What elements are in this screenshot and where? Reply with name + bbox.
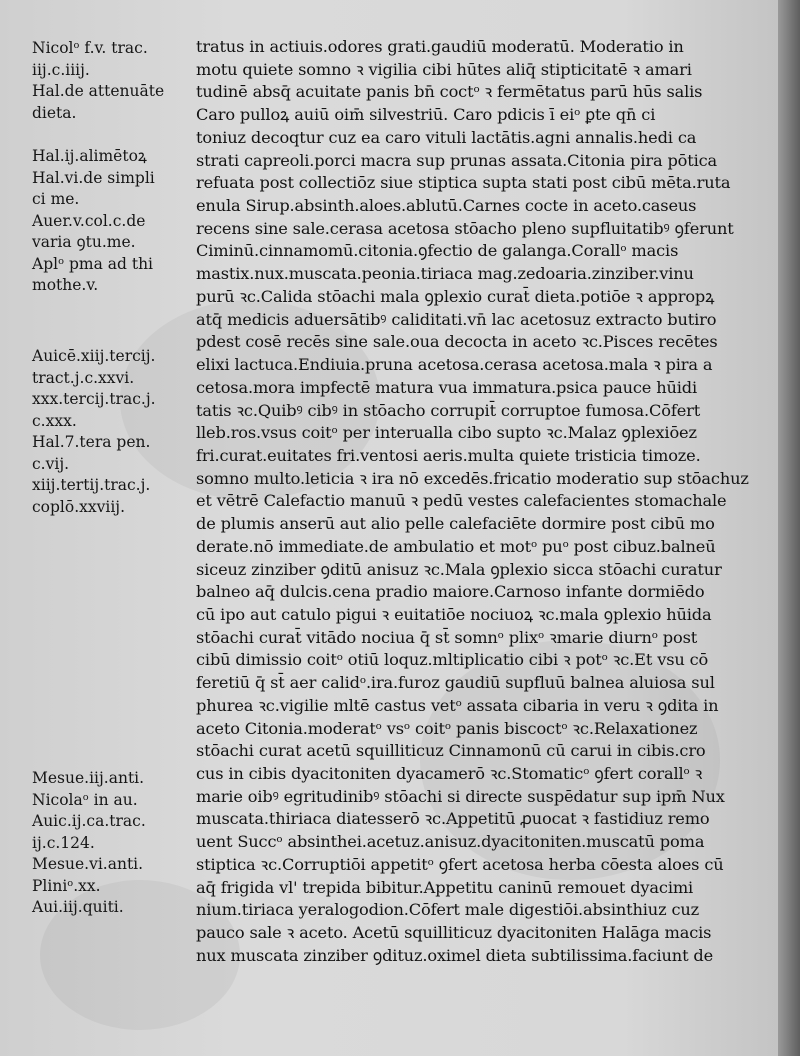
text-line: aceto Citonia.moderatᵒ vsᵒ coitᵒ panis biscoctᵒ ꝛc.Relaxationez <box>196 718 698 738</box>
text-line: motu quiete somno ꝛ vigilia cibi hūtes aliq̄ stipticitatē ꝛ amari <box>196 59 692 79</box>
text-line: uent Succᵒ absinthei.acetuz.anisuz.dyacitoniten.muscatū poma <box>196 832 705 852</box>
marginal-gloss-line: Hal.vi.de simpli <box>32 168 155 187</box>
text-line: toniuz decoqtur cuz ea caro vituli lactātis.agni annalis.hedi ca <box>196 127 697 147</box>
text-line: pdest cosē recēs sine sale.oua decocta in aceto ꝛc.Pisces recētes <box>196 332 718 352</box>
text-line: cū ipo aut catulo pigui ꝛ euitatiōe nociuoꝝ ꝛc.mala ꝯplexio hūida <box>196 604 712 624</box>
text-line: phurea ꝛc.vigilie mltē castus vetᵒ assata cibaria in veru ꝛ ꝯdita in <box>196 695 719 715</box>
text-line: muscata.thiriaca diatesserō ꝛc.Appetitū ꝓuocat ꝛ fastidiuz remo <box>196 809 710 829</box>
marginal-gloss-line: Nicolaᵒ in au. <box>32 790 138 809</box>
text-line: derate.nō immediate.de ambulatio et motᵒ puᵒ post cibuz.balneū <box>196 536 716 556</box>
marginal-gloss-line: mothe.v. <box>32 276 99 294</box>
page-edge <box>778 0 800 1056</box>
text-line: enula Sirup.absinth.aloes.ablutū.Carnes cocte in aceto.caseus <box>196 196 697 216</box>
marginal-gloss-line: Hal.ij.alimētoꝝ <box>32 147 147 165</box>
marginal-gloss-line: Pliniᵒ.xx. <box>32 876 101 895</box>
marginal-gloss-line: Hal.de attenuāte <box>32 82 165 100</box>
marginal-gloss-line: tract.j.c.xxvi. <box>32 368 135 387</box>
marginal-gloss-line: coplō.xxviij. <box>32 497 126 516</box>
text-line: tatis ꝛc.Quibꝰ cibꝰ in stōacho corrupit̄ corruptoe fumosa.Cōfert <box>196 400 701 420</box>
text-line: stōachi curat̄ vitādo nociua q̄ st̄ somnᵒ plixᵒ ꝛmarie diurnᵒ post <box>196 627 698 647</box>
text-line: cetosa.mora impfectē matura vua immatura.psica pauce hūidi <box>196 377 698 397</box>
marginal-gloss-line: c.vij. <box>32 454 70 473</box>
marginal-glosses <box>0 0 200 1056</box>
marginal-gloss-line: iij.c.iiij. <box>32 60 90 79</box>
text-line: cibū dimissio coitᵒ otiū loquz.mltiplicatio cibi ꝛ potᵒ ꝛc.Et vsu cō <box>196 650 709 670</box>
text-line: tudinē absq̄ acuitate panis bn̄ coctᵒ ꝛ fermētatus parū hūs salis <box>196 82 703 102</box>
marginal-gloss-line: Aplᵒ pma ad thi <box>32 254 154 273</box>
text-line: lleb.ros.vsus coitᵒ per interualla cibo supto ꝛc.Malaz ꝯplexiōez <box>196 423 697 443</box>
marginal-gloss-line: xiij.tertij.trac.j. <box>32 476 151 494</box>
text-line: aq̄ frigida vl' trepida bibitur.Appetitu caninū remouet dyacimi <box>196 877 694 897</box>
text-line: cus in cibis dyacitoniten dyacamerō ꝛc.Stomaticᵒ ꝯfert corallᵒ ꝛ <box>196 764 703 783</box>
text-line: stiptica ꝛc.Corruptiōi appetitᵒ ꝯfert acetosa herba cōesta aloes cū <box>196 854 724 874</box>
marginal-gloss-line: ij.c.124. <box>32 833 95 852</box>
marginal-gloss-line: Auic.ij.ca.trac. <box>32 812 146 830</box>
text-line: feretiū q̄ st̄ aer calidᵒ.ira.furoz gaudiū supfluū balnea aluiosa sul <box>196 673 715 693</box>
marginal-gloss-line: c.xxx. <box>32 411 77 430</box>
text-line: nium.tiriaca yeralogodion.Cōfert male digestiōi.absinthiuz cuz <box>196 900 700 920</box>
marginal-gloss-line: Mesue.iij.anti. <box>32 769 145 787</box>
text-line: mastix.nux.muscata.peonia.tiriaca mag.zedoaria.zinziber.vinu <box>196 264 694 284</box>
text-line: Caro pulloꝝ auiū oim̄ silvestriū. Caro pdicis ī eiᵒ ꝑte qn̄ ci <box>196 105 656 125</box>
text-line: balneo aq̄ dulcis.cena pradio maiore.Carnoso infante dormiēdo <box>196 582 705 602</box>
text-line: Ciminū.cinnamomū.citonia.ꝯfectio de galanga.Corallᵒ macis <box>196 241 679 261</box>
marginal-gloss-line: Aui.iij.quiti. <box>32 898 124 916</box>
text-line: fri.curat.euitates fri.ventosi aeris.multa quiete tristicia timoze. <box>196 445 701 465</box>
marginal-gloss-line: Auer.v.col.c.de <box>32 211 146 230</box>
text-line: purū ꝛc.Calida stōachi mala ꝯplexio curat̄ dieta.potiōe ꝛ appropꝝ <box>196 286 715 306</box>
text-line: nux muscata zinziber ꝯdituz.oximel dieta subtilissima.faciunt de <box>196 945 714 965</box>
text-line: elixi lactuca.Endiuia.pruna acetosa.cerasa acetosa.mala ꝛ pira a <box>196 355 713 375</box>
text-line: somno multo.leticia ꝛ ira nō excedēs.fricatio moderatio sup stōachuz <box>196 468 749 488</box>
text-line: strati capreoli.porci macra sup prunas assata.Citonia pira pōtica <box>196 150 718 170</box>
marginal-gloss-line: Nicolᵒ f.v. trac. <box>32 39 148 57</box>
text-line: siceuz zinziber ꝯditū anisuz ꝛc.Mala ꝯplexio sicca stōachi curatur <box>196 559 722 579</box>
marginal-gloss-line: Auicē.xiij.tercij. <box>32 347 156 365</box>
marginal-gloss-line: dieta. <box>32 103 77 122</box>
main-text-block <box>196 36 766 967</box>
text-line: marie oibꝰ egritudinibꝰ stōachi si directe suspēdatur sup ipm̄ Nux <box>196 786 725 806</box>
text-line: de plumis anserū aut alio pelle calefaciēte dormire post cibū mo <box>196 514 715 534</box>
text-line: et vētrē Calefactio manuū ꝛ pedū vestes calefacientes stomachale <box>196 491 727 511</box>
marginal-gloss-line: Hal.7.tera pen. <box>32 433 151 451</box>
text-line: stōachi curat acetū squilliticuz Cinnamonū cū carui in cibis.cro <box>196 741 706 761</box>
text-line: recens sine sale.cerasa acetosa stōacho pleno supfluitatibꝰ ꝯferunt <box>196 218 734 238</box>
text-line: atq̄ medicis aduersātibꝰ caliditati.vn̄ lac acetosuz extracto butiro <box>196 309 717 329</box>
text-line: refuata post collectiōz siue stiptica supta stati post cibū mēta.ruta <box>196 173 731 193</box>
marginal-gloss-line: xxx.tercij.trac.j. <box>32 390 156 408</box>
marginal-gloss-line: ci me. <box>32 190 80 208</box>
text-line: pauco sale ꝛ aceto. Acetū squilliticuz dyacitoniten Halāga macis <box>196 923 712 943</box>
text-line: tratus in actiuis.odores grati.gaudiū moderatū. Moderatio in <box>196 37 684 56</box>
marginal-gloss-line: varia ꝯtu.me. <box>32 233 136 251</box>
marginal-gloss-line: Mesue.vi.anti. <box>32 855 144 873</box>
